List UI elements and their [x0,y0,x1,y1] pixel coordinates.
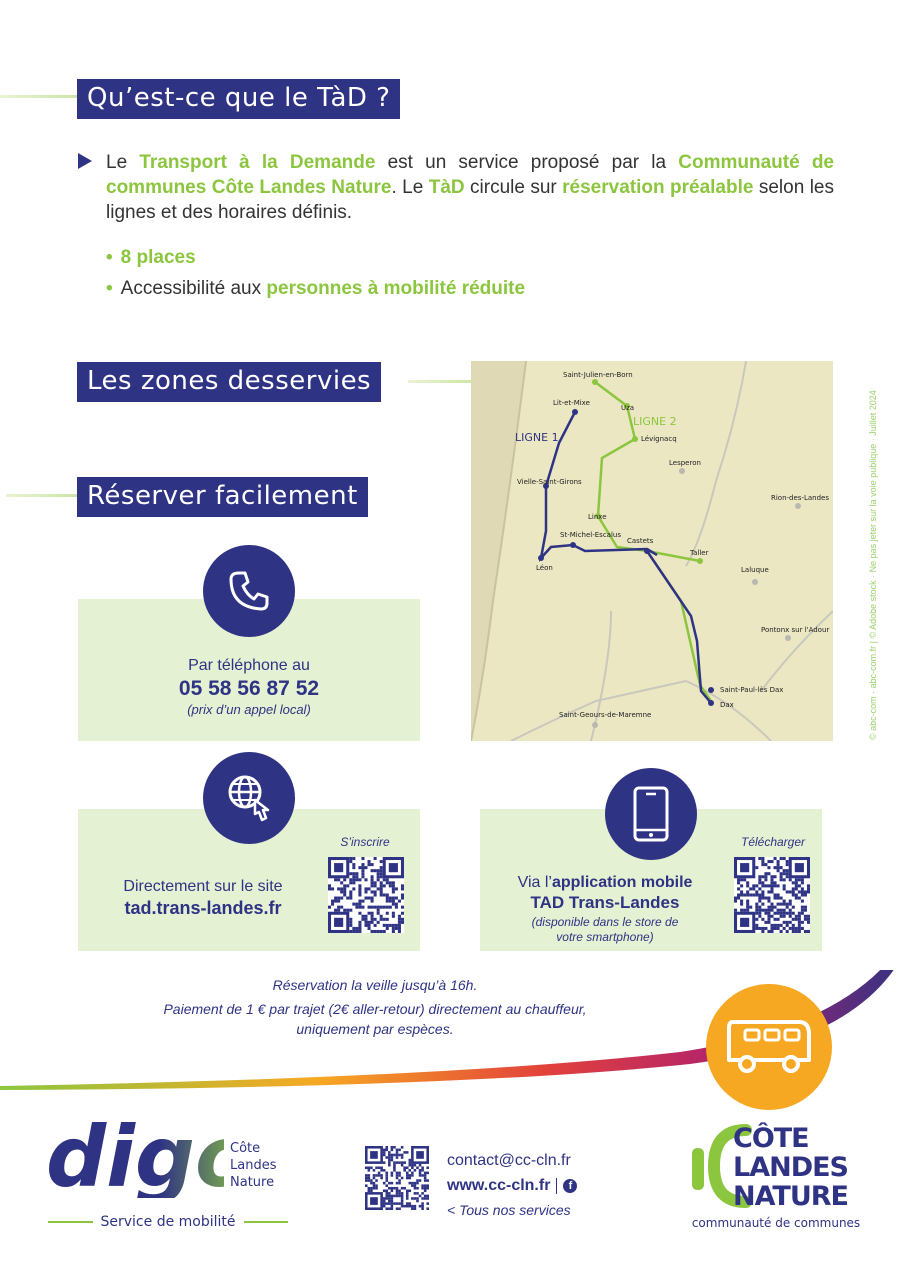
phone-icon [225,567,273,615]
app-note2: votre smartphone) [556,930,654,944]
web-link[interactable]: tad.trans-landes.fr [124,898,282,918]
phone-icon-circle [203,545,295,637]
bullet-dot-icon: • [106,247,113,268]
intro-highlight: Communauté de communes Côte Landes Nature [106,152,834,198]
map-label-leon: Léon [536,564,553,572]
web-touch-icon [221,770,277,826]
cln-tagline: communauté de communes [691,1216,861,1230]
intro-paragraph [106,150,834,225]
map-stops [538,379,801,728]
intro-text: circule sur [464,177,563,198]
map-label-linxe: Linxe [588,513,607,521]
section-title-tad [77,79,400,119]
web-line1: Directement sur le site [123,878,283,895]
title-decor-line [0,95,80,98]
phone-label: Par téléphone au [188,657,310,674]
digo-subtitle: Côte Landes Nature [230,1141,277,1190]
intro-text: Le [106,152,140,173]
map-label-ligne2: LIGNE 2 [633,415,677,428]
web-card-text [88,877,318,919]
bus-icon-circle [706,984,832,1110]
map-label-saint-paul: Saint-Paul-lès Dax [720,686,784,694]
title-decor-line [6,494,78,497]
contact-email[interactable]: contact@cc-cln.fr [447,1152,571,1169]
map-label-lesperon: Lesperon [669,459,701,467]
digo-wordmark-graphic [44,1108,224,1198]
website-row [447,1173,577,1198]
facebook-icon[interactable]: f [563,1179,577,1193]
map-label-vielle: Vielle-Saint-Girons [517,478,582,486]
footer-contact [447,1148,577,1223]
ligne1-route-south [647,551,711,703]
svg-text:digo: dig [46,1108,196,1198]
section-title-zones: Les zones desservies [77,362,381,402]
map-label-saint-geours: Saint-Geours-de-Maremne [559,711,652,719]
website-link[interactable]: www.cc-cln.fr [447,1177,551,1194]
map-label-castets: Castets [627,537,654,545]
intro-highlight: Transport à la Demande [139,152,376,173]
map-label-taller: Taller [690,549,709,557]
feature-item: • Accessibilité aux personnes à mobilité réduite [106,278,526,299]
web-qr-code[interactable] [328,857,404,933]
play-arrow-icon [78,153,92,169]
phone-note: (prix d’un appel local) [187,702,311,717]
feature-item: • 8 places [106,247,196,268]
note-line3: uniquement par espèces. [296,1021,454,1037]
qr-code-graphic [328,857,404,933]
bullet-dot-icon: • [106,278,113,299]
digo-tagline: Service de mobilité [100,1214,236,1230]
footer-qr-code[interactable] [365,1146,429,1210]
map-label-rion: Rion-des-Landes [771,494,829,502]
section-title-tad-text: Qu’est-ce que le TàD ? [87,83,391,113]
phone-number[interactable]: 05 58 56 87 52 [178,677,320,700]
intro-text: . Le [391,177,429,198]
app-note1: (disponible dans le store de [531,915,679,929]
map-label-st-michel: St-Michel-Escalus [560,531,621,539]
intro-text: est un service proposé par la [375,152,679,173]
all-services-link[interactable]: < Tous nos services [447,1202,571,1218]
web-qr-label: S’inscrire [340,835,390,849]
smartphone-icon [631,785,671,843]
side-credit: © abc-com · abc-com.fr | © Adobe stock · Ne pas jeter sur la voie publique · Juillet 2024 [868,390,878,740]
digo-logo [44,1108,289,1233]
cln-wordmark: CÔTE LANDES NATURE [733,1123,848,1212]
intro-highlight: réservation préalable [562,177,754,198]
qr-code-graphic [365,1146,429,1210]
route-map [471,361,833,741]
map-label-dax: Dax [720,701,734,709]
map-label-saint-julien: Saint-Julien-en-Born [563,371,633,379]
digo-tagline-row [48,1214,288,1230]
ligne2-route-south [647,551,711,701]
note-line2: Paiement de 1 € par trajet (2€ aller-retour) directement au chauffeur, [163,1001,587,1017]
map-label-pontonx: Pontonx sur l'Adour [761,626,830,634]
cln-logo [686,1124,866,1234]
web-icon-circle [203,752,295,844]
features-list [106,242,525,304]
note-line1: Réservation la veille jusqu’à 16h. [272,977,478,993]
route-map-svg [471,361,833,741]
map-label-ligne1: LIGNE 1 [515,431,559,444]
section-title-reserver: Réserver facilement [77,477,368,517]
app-qr-label: Télécharger [740,835,806,849]
map-label-laluque: Laluque [741,566,769,574]
intro-text: selon les lignes et des horaires définis. [106,177,834,223]
map-label-uza: Uza [621,404,635,412]
map-label-levignacq: Lévignacq [641,435,677,443]
app-name[interactable]: TAD Trans-Landes [530,893,680,912]
qr-code-graphic [734,857,810,933]
map-label-lit-et-mixe: Lit-et-Mixe [553,399,590,407]
app-line1: Via l’application mobile [517,874,693,891]
app-icon-circle [605,768,697,860]
phone-card-text [78,656,420,718]
bus-icon [723,1016,815,1078]
title-decor-line [408,380,473,383]
app-qr-code[interactable] [734,857,810,933]
intro-highlight: TàD [428,177,465,198]
app-card-text [490,873,720,945]
